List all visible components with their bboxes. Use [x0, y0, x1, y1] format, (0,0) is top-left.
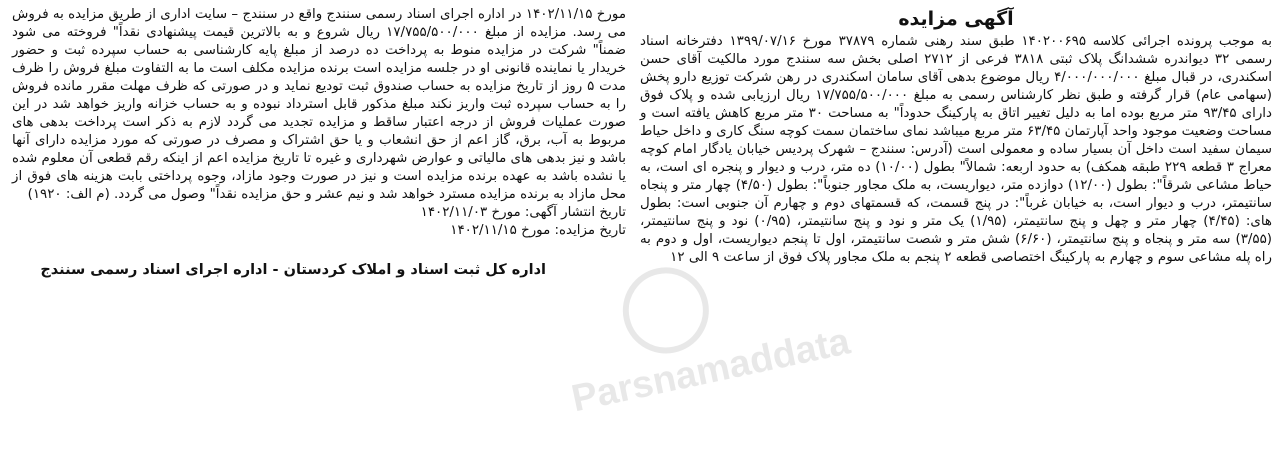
- issuer-signature: اداره کل ثبت اسناد و املاک کردستان - اداره اجرای اسناد رسمی سنندج: [40, 262, 546, 278]
- auction-date: تاریخ مزایده: مورخ ۱۴۰۲/۱۱/۱۵: [450, 223, 626, 238]
- right-column: [640, 0, 1272, 267]
- notice-title: آگهی مزایده: [898, 8, 1014, 30]
- publish-date: تاریخ انتشار آگهی: مورخ ۱۴۰۲/۱۱/۰۳: [420, 205, 626, 220]
- left-column: [12, 0, 626, 280]
- dates-block: [12, 204, 626, 240]
- right-column-text: به موجب پرونده اجرائی کلاسه ۱۴۰۲۰۰۶۹۵ طبق سند رهنی شماره ۳۷۸۷۹ مورخ ۱۳۹۹/۰۷/۱۶ دفترخانه اسناد رسمی ۳۲ دیواندره ششدانگ پلاک ثبتی ۳۸۱۸ فرعی از ۲۷۱۲ اصلی بخش سه سنندج مورد مالکیت آقای حسن اسکندری، در قبال مبلغ ۴/۰۰۰/۰۰۰/۰۰۰ ریال موضوع بدهی آقای سامان اسکندری در رهن شرکت توزیع دارو پخش (سهامی عام) قرار گرفته و طبق نظر کارشناس رسمی به مبلغ ۱۷/۷۵۵/۵۰۰/۰۰۰ ریال ارزیابی شده و پلاک فوق دارای ۹۳/۴۵ متر مربع بوده اما به دلیل تغییر اتاق به پارکینگ حدوداً" به مساحت ۳۰ متر مربع کاهش یافته است و مساحت وضعیت موجود واحد آپارتمان ۶۳/۴۵ متر مربع میباشد نمای ساختمان سمت کوچه سنگ کاری و داخل حیاط سیمان سفید است داخل آن بسیار ساده و معمولی است (آدرس: سنندج – شهرک پردیس خیابان یادگار امام کوچه معراج ۳ قطعه ۲۲۹ طبقه همکف) به حدود اربعه: شمالاً" بطول (۱۰/۰۰) ده متر، درب و دیوار و پنجره ای است، به حیاط مشاعی شرقاً": بطول (۱۲/۰۰) دوازده متر، دیواریست، به ملک مجاور جنوباً": بطول (۴/۵۰) چهار متر و پنجاه سانتیمتر، درب و دیوار است، به خیابان غرباً": در پنج قسمت، که قسمتهای دوم و چهارم آن جنوبی است: بطول های: (۴/۴۵) چهار متر و چهل و پنج سانتیمتر، (۱/۹۵) یک متر و نود و پنج سانتیمتر، (۰/۹۵) نود و پنج سانتیمتر، (۳/۵۵) سه متر و پنجاه و پنج سانتیمتر، (۶/۶۰) شش متر و شصت سانتیمتر، اول تا پنجم دیواریست، اول و دوم به راه پله مشاعی سوم و چهارم به پارکینگ اختصاصی قطعه ۲ پنجم به ملک مجاور پلاک فوق از ساعت ۹ الی ۱۲: [640, 34, 1273, 265]
- left-column-text: مورخ ۱۴۰۲/۱۱/۱۵ در اداره اجرای اسناد رسمی سنندج واقع در سنندج – سایت اداری از طریق مزایده به فروش می رسد. مزایده از مبلغ ۱۷/۷۵۵/۵۰۰/۰۰۰ ریال شروع و به بالاترین قیمت پیشنهادی نقداً" فروخته می شود ضمناً" شرکت در مزایده منوط به پرداخت ده درصد از مبلغ پایه کارشناسی به حساب سپرده ثبت و حضور خریدار یا نماینده قانونی او در جلسه مزایده است برنده مزایده مکلف است ما به التفاوت مبلغ فروش را ظرف مدت ۵ روز از تاریخ مزایده به حساب صندوق ثبت تودیع نماید و در صورتی که ظرف مهلت مقرر مانده فروش را به حساب سپرده ثبت واریز نکند مبلغ مذکور قابل استرداد نبوده و به حساب خزانه واریز خواهد شد در این صورت عملیات فروش از درجه اعتبار ساقط و مزایده تجدید می گردد لازم به ذکر است پرداخت بدهی های مربوط به آب، برق، گاز اعم از حق انشعاب و یا حق اشتراک و مصرف در صورتی که مورد مزایده دارای آنها باشد و نیز بدهی های مالیاتی و عوارض شهرداری و غیره تا تاریخ مزایده اعم از اینکه رقم قطعی آن معلوم شده یا نشده باشد به عهده برنده مزایده است و نیز در صورت وجود مازاد، وجوه پرداختی بابت هزینه های فوق از محل مازاد به برنده مزایده مسترد خواهد شد و نیم عشر و حق مزایده نقداً" وصول می گردد. (م الف: ۱۹۲۰): [12, 7, 626, 202]
- watermark-text: Parsnamaddata: [568, 320, 854, 421]
